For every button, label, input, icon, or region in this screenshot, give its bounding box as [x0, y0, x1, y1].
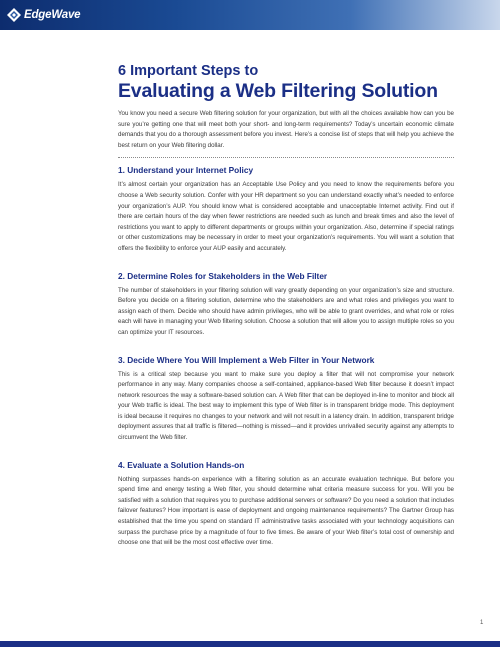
document-title: Evaluating a Web Filtering Solution: [118, 80, 438, 102]
section-4: [118, 460, 454, 549]
section-body: The number of stakeholders in your filtering solution will vary greatly depending on your organization’s size and structure. Before you decide on a filtering solution, determine who the stakeholders are and what roles and privileges you want to assign each of them. Decide who should have admin privileges, who will be able to grant overrides, and what role or roles each will have in managing your Web filtering solution. Choose a solution that will allow you to assign multiple roles so you can optimize your IT resources.: [118, 286, 454, 336]
section-body: This is a critical step because you want to make sure you deploy a filter that will not compromise your network performance in any way. Many companies choose a self-contained, appliance-based Web filter because it doesn’t impact network resources the way a software-based solution can. A Web filter that can be deployed in-line to monitor and block all your Web traffic is ideal. The best way to implement this type of Web filter is in transparent bridge mode. This deployment is ideal because it requires no changes to your network and will not result in a latency drain. In addition, transparent bridge deployment assures that all traffic is filtered—nothing is missed—and it provides unrivalled security against any attempts to circumvent the Web filter.: [118, 370, 454, 442]
header-band: [0, 0, 500, 30]
section-heading: 2. Determine Roles for Stakeholders in the Web Filter: [118, 270, 328, 281]
section-2: [118, 271, 454, 339]
section-body: Nothing surpasses hands-on experience with a filtering solution as an accurate evaluation technique. But before you spend time and energy testing a Web filter, you should determine what criteria measure success for you. Will you be satisfied with a solution that requires you to purchase additional servers or software? Do you need a solution that includes failover features? How important is ease of deployment and ongoing maintenance requirements? The Gartner Group has established that the time you spend on standard IT administrative tasks associated with your technology acquisitions can surpass the purchase price by a magnitude of four to five times. Be aware of your Web filter’s total cost of ownership and choose one that will be the most cost effective over time.: [118, 475, 454, 547]
section-body: It’s almost certain your organization has an Acceptable Use Policy and you need to know the requirements before you choose a Web security solution. Confer with your HR department so you can understand exactly what’s needed to enforce your organization’s AUP. You should know what is considered acceptable and unacceptable Internet activity. Find out if there are certain hours of the day when fewer restrictions are needed such as lunch and break times and also the level of restrictions you want to apply to different departments or groups within your organization. Also, determine if special ratings or other customizations may be necessary in order to meet your organization’s requirements. You will want a solution that offers the flexibility to enforce your AUP easily and accurately.: [118, 181, 454, 252]
section-1: [118, 165, 454, 254]
section-heading: 4. Evaluate a Solution Hands-on: [118, 459, 245, 470]
section-divider: [118, 157, 454, 158]
intro-paragraph: You know you need a secure Web filtering solution for your organization, but with all the choices available how can you be sure you’re getting one that will meet both your short- and long-term requirements? Today’s uncertain economic climate demands that you do a thorough assessment before you invest. Here’s a concise list of steps that will help you achieve the best return on your Web filtering dollar.: [118, 110, 454, 149]
footer-band: [0, 641, 500, 647]
brand-logo: [7, 5, 80, 25]
page-number: 1: [480, 620, 484, 626]
document-kicker: 6 Important Steps to: [118, 63, 259, 79]
document-body: [118, 63, 454, 565]
brand-name: EdgeWave: [24, 9, 81, 21]
section-3: [118, 355, 454, 444]
edgewave-logo-icon: [7, 8, 21, 22]
section-heading: 3. Decide Where You Will Implement a Web Filter in Your Network: [118, 354, 375, 365]
section-heading: 1. Understand your Internet Policy: [118, 165, 254, 176]
